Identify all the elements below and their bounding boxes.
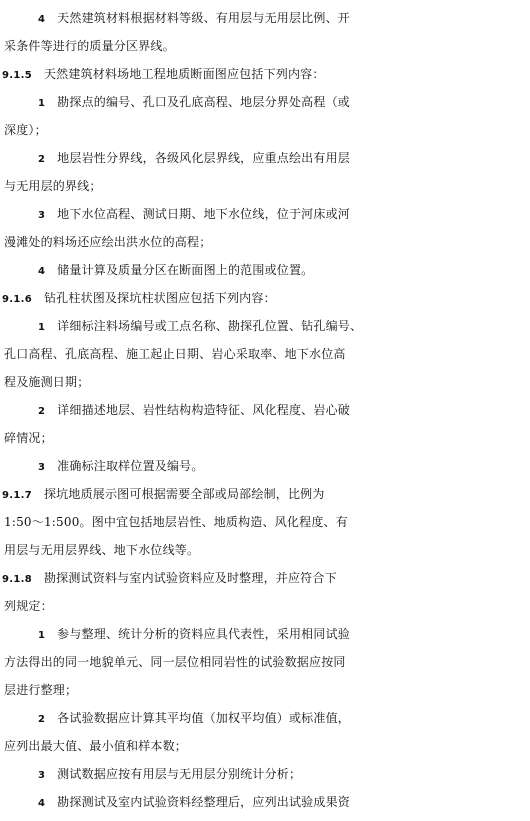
clause-text: 探坑地质展示图可根据需要全部或局部绘制，比例为 bbox=[43, 487, 325, 501]
item-number: 1 bbox=[38, 322, 46, 333]
clause-number: 9.1.7 bbox=[2, 490, 32, 501]
item-number: 2 bbox=[38, 714, 46, 725]
clause-number: 9.1.5 bbox=[2, 70, 32, 81]
item-number: 1 bbox=[38, 98, 46, 109]
item-number: 1 bbox=[38, 630, 46, 641]
clause-text: 钻孔柱状图及探坑柱状图应包括下列内容： bbox=[43, 291, 276, 305]
item-text: 储量计算及质量分区在断面图上的范围或位置。 bbox=[57, 263, 314, 277]
item-number: 3 bbox=[38, 462, 46, 473]
line-text: 1:50～1:500。图中宜包括地层岩性、地质构造、风化程度、有 bbox=[4, 515, 348, 529]
line-text: 层进行整理； bbox=[4, 683, 78, 697]
line-text: 应列出最大值、最小值和样本数； bbox=[4, 739, 188, 753]
item-number: 4 bbox=[38, 14, 46, 25]
line-text: 方法得出的同一地貌单元、同一层位相同岩性的试验数据应按同 bbox=[4, 655, 346, 669]
clause-number: 9.1.6 bbox=[2, 294, 32, 305]
clause-text: 勘探测试资料与室内试验资料应及时整理，并应符合下 bbox=[43, 571, 337, 585]
item-number: 4 bbox=[38, 798, 46, 809]
item-text: 地层岩性分界线，各级风化层界线，应重点绘出有用层 bbox=[57, 151, 350, 165]
line-text: 漫滩处的料场还应绘出洪水位的高程； bbox=[4, 235, 212, 249]
clause-number: 9.1.8 bbox=[2, 574, 32, 585]
line-text: 列规定： bbox=[4, 599, 53, 613]
item-number: 2 bbox=[38, 154, 46, 165]
line-text: 深度）； bbox=[4, 123, 47, 137]
item-text: 详细描述地层、岩性结构构造特征、风化程度、岩心破 bbox=[57, 403, 350, 417]
item-line bbox=[0, 785, 530, 819]
item-text: 勘探点的编号、孔口及孔底高程、地层分界处高程（或 bbox=[57, 95, 350, 109]
line-text: 程及施测日期； bbox=[4, 375, 90, 389]
item-text: 各试验数据应计算其平均值（加权平均值）或标准值， bbox=[57, 711, 350, 725]
item-text: 测试数据应按有用层与无用层分别统计分析； bbox=[57, 767, 302, 781]
item-text: 参与整理、统计分析的资料应具代表性，采用相同试验 bbox=[57, 627, 350, 641]
clause-text: 天然建筑材料场地工程地质断面图应包括下列内容： bbox=[43, 67, 325, 81]
item-text: 天然建筑材料根据材料等级、有用层与无用层比例、开 bbox=[57, 11, 350, 25]
item-text: 详细标注料场编号或工点名称、勘探孔位置、钻孔编号、 bbox=[57, 319, 363, 333]
line-text: 孔口高程、孔底高程、施工起止日期、岩心采取率、地下水位高 bbox=[4, 347, 346, 361]
item-number: 2 bbox=[38, 406, 46, 417]
line-text: 用层与无用层界线、地下水位线等。 bbox=[4, 543, 200, 557]
line-text: 采条件等进行的质量分区界线。 bbox=[4, 39, 175, 53]
item-number: 3 bbox=[38, 770, 46, 781]
item-text: 勘探测试及室内试验资料经整理后，应列出试验成果资 bbox=[57, 795, 350, 809]
line-text: 碎情况； bbox=[4, 431, 53, 445]
item-text: 地下水位高程、测试日期、地下水位线，位于河床或河 bbox=[57, 207, 350, 221]
item-text: 准确标注取样位置及编号。 bbox=[57, 459, 204, 473]
item-number: 3 bbox=[38, 210, 46, 221]
line-text: 与无用层的界线； bbox=[4, 179, 102, 193]
item-number: 4 bbox=[38, 266, 46, 277]
